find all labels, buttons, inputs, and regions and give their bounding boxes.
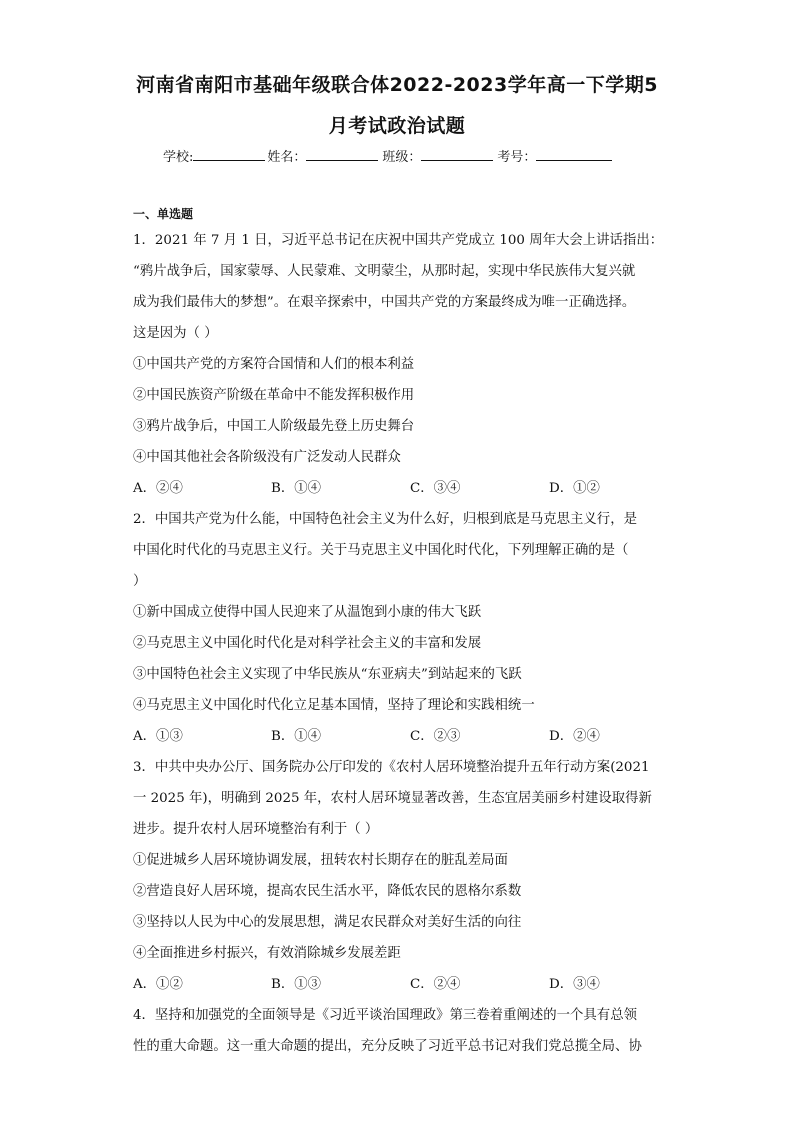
question-stem-line: 3．中共中央办公厅、国务院办公厅印发的《农村人居环境整治提升五年行动方案(2021 (133, 760, 650, 775)
questions-content (133, 203, 663, 1062)
section-title: 一、单选题 (133, 207, 194, 221)
school-field (163, 146, 267, 165)
question-stem-line: 成为我们最伟大的梦想”。在艰辛探索中，中国共产党的方案最终成为唯一正确选择。 (133, 295, 636, 310)
answer-options (133, 969, 663, 1000)
statement-item: ④马克思主义中国化时代化立足基本国情，坚持了理论和实践相统一 (133, 698, 535, 713)
statement-item: ④全面推进乡村振兴，有效消除城乡发展差距 (133, 946, 401, 961)
statement-item: ③鸦片战争后，中国工人阶级最先登上历史舞台 (133, 419, 415, 434)
question-stem-line: “鸦片战争后，国家蒙辱、人民蒙难、文明蒙尘，从那时起，实现中华民族伟大复兴就 (133, 264, 636, 279)
exam-title-line-1: 河南省南阳市基础年级联合体2022-2023学年高一下学期5 (136, 74, 658, 96)
statement-item: ②营造良好人居环境，提高农民生活水平，降低农民的恩格尔系数 (133, 884, 522, 899)
statement-item: ③中国特色社会主义实现了中华民族从“东亚病夫”到站起来的飞跃 (133, 667, 522, 682)
question-2 (133, 504, 663, 752)
student-info-line (163, 146, 612, 165)
option-d[interactable]: D．②④ (549, 729, 600, 744)
option-d[interactable]: D．①② (549, 481, 600, 496)
option-c[interactable]: C．③④ (410, 481, 461, 496)
exam-number-blank[interactable] (536, 148, 612, 161)
option-a[interactable]: A．②④ (133, 481, 183, 496)
option-b[interactable]: B．①④ (271, 481, 322, 496)
statement-item: ③坚持以人民为中心的发展思想，满足农民群众对美好生活的向往 (133, 915, 522, 930)
statement-item: ①中国共产党的方案符合国情和人们的根本利益 (133, 357, 415, 372)
option-a[interactable]: A．①③ (133, 729, 183, 744)
statement-item: ②马克思主义中国化时代化是对科学社会主义的丰富和发展 (133, 636, 482, 651)
class-blank[interactable] (421, 148, 493, 161)
option-d[interactable]: D．③④ (549, 977, 600, 992)
question-stem-line: 4．坚持和加强党的全面领导是《习近平谈治国理政》第三卷着重阐述的一个具有总领 (133, 1008, 637, 1023)
statement-item: ②中国民族资产阶级在革命中不能发挥积极作用 (133, 388, 415, 403)
exam-number-field (497, 146, 612, 165)
name-field (267, 146, 382, 165)
exam-title-line-2: 月考试政治试题 (328, 115, 466, 137)
question-stem-line: 性的重大命题。这一重大命题的提出，充分反映了习近平总书记对我们党总揽全局、协 (133, 1039, 642, 1054)
name-blank[interactable] (306, 148, 378, 161)
question-stem-line: 一 2025 年)，明确到 2025 年，农村人居环境显著改善，生态宜居美丽乡村建设取得新 (133, 791, 652, 806)
question-stem-line: 进步。提升农村人居环境整治有利于（ ） (133, 822, 379, 837)
answer-options (133, 473, 663, 504)
question-3 (133, 752, 663, 1000)
question-stem-line: 2．中国共产党为什么能，中国特色社会主义为什么好，归根到底是马克思主义行，是 (133, 512, 637, 527)
statement-item: ①新中国成立使得中国人民迎来了从温饱到小康的伟大飞跃 (133, 605, 482, 620)
option-c[interactable]: C．②④ (410, 977, 461, 992)
option-b[interactable]: B．①④ (271, 729, 322, 744)
question-4 (133, 1000, 663, 1062)
name-label: 姓名： (267, 150, 307, 165)
option-b[interactable]: B．①③ (271, 977, 322, 992)
question-stem-line: ） (133, 574, 147, 589)
school-label: 学校: (163, 150, 194, 165)
statement-item: ①促进城乡人居环境协调发展，扭转农村长期存在的脏乱差局面 (133, 853, 508, 868)
question-stem-line: 中国化时代化的马克思主义行。关于马克思主义中国化时代化，下列理解正确的是（ (133, 543, 629, 558)
option-a[interactable]: A．①② (133, 977, 183, 992)
question-stem-line: 这是因为（ ） (133, 326, 218, 341)
answer-options (133, 721, 663, 752)
question-1 (133, 225, 663, 504)
school-blank[interactable] (193, 148, 265, 161)
class-label: 班级： (382, 150, 422, 165)
statement-item: ④中国其他社会各阶级没有广泛发动人民群众 (133, 450, 401, 465)
exam-number-label: 考号： (497, 150, 537, 165)
question-stem-line: 1．2021 年 7 月 1 日，习近平总书记在庆祝中国共产党成立 100 周年大会上讲话指出： (133, 233, 663, 248)
class-field (382, 146, 497, 165)
option-c[interactable]: C．②③ (410, 729, 461, 744)
